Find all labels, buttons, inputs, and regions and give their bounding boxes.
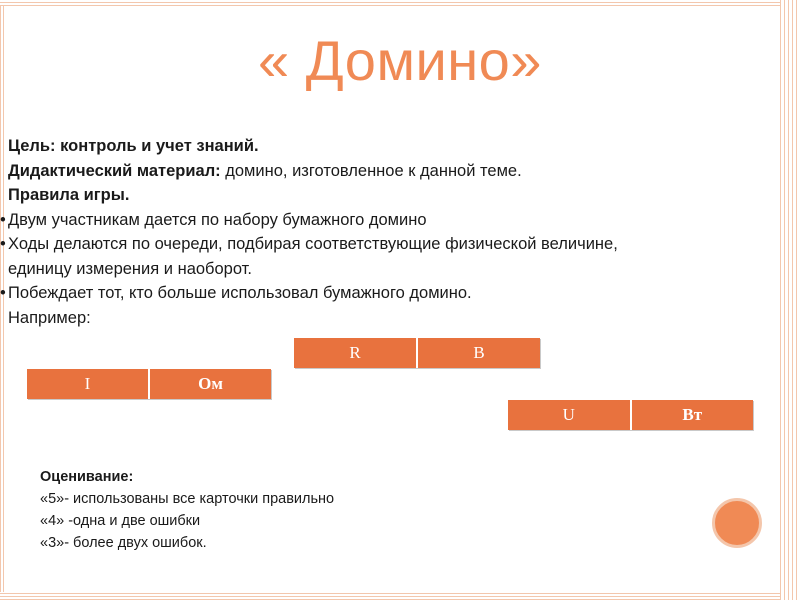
slide-body <box>0 134 780 330</box>
grading-section <box>40 466 334 554</box>
example-label: Например: <box>8 308 91 327</box>
bullet-item <box>0 281 780 306</box>
bullet-text: Побеждает тот, кто больше использовал бумажного домино. <box>8 284 472 302</box>
grading-item: «5»- использованы все карточки правильно <box>40 491 335 507</box>
domino-right-unit: Ом <box>148 369 271 399</box>
bullet-text: Двум участникам дается по набору бумажного домино <box>8 210 427 229</box>
bullet-continuation: единицу измерения и наоборот. <box>8 259 252 278</box>
domino-card-power <box>508 400 753 430</box>
domino-card-voltage <box>294 338 540 368</box>
goal-line <box>0 134 780 159</box>
bullet-icon: • <box>0 284 6 302</box>
material-text: домино, изготовленное к данной теме. <box>220 161 522 180</box>
material-label: Дидактический материал: <box>8 161 221 180</box>
frame-stripe-top <box>0 0 800 6</box>
bullet-item <box>0 208 780 233</box>
grading-heading: Оценивание: <box>40 469 134 485</box>
material-line <box>0 159 780 184</box>
frame-stripe-bottom <box>0 592 800 600</box>
domino-left-symbol: U <box>562 405 575 424</box>
goal-label: Цель: контроль и учет знаний. <box>8 137 259 155</box>
bullet-item <box>0 232 780 257</box>
grading-item: «4» -одна и две ошибки <box>40 513 201 529</box>
bullet-text: Ходы делаются по очереди, подбирая соответствующие физической величине, <box>8 235 618 253</box>
bullet-icon: • <box>0 210 6 229</box>
slide-title: « Домино» <box>258 29 542 92</box>
domino-card-current <box>27 369 271 399</box>
decorative-circle <box>712 498 762 548</box>
domino-right-unit: В <box>416 338 540 368</box>
domino-left-symbol: R <box>349 343 361 362</box>
bullet-icon: • <box>0 235 6 253</box>
rules-line <box>0 183 780 208</box>
grading-item: «3»- более двух ошибок. <box>40 535 207 551</box>
domino-right-unit: Вт <box>630 400 754 430</box>
rules-label: Правила игры. <box>8 186 130 204</box>
domino-left-symbol: I <box>84 374 91 393</box>
